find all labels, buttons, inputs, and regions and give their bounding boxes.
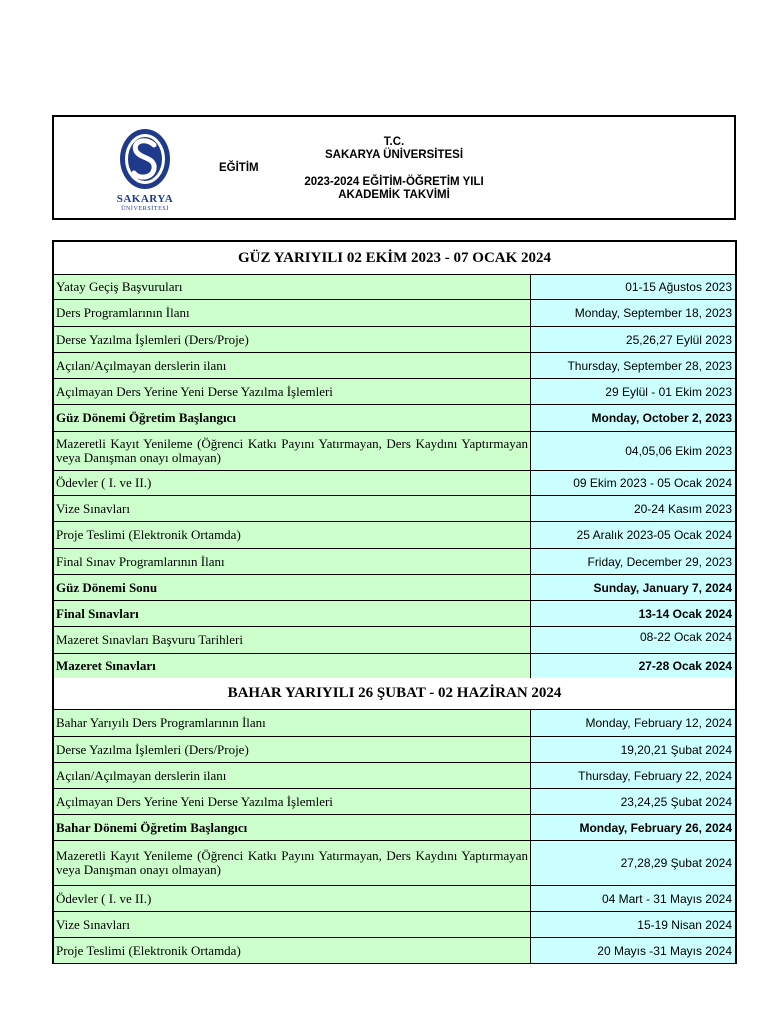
event-label: Ödevler ( I. ve II.): [54, 471, 531, 495]
event-date: 23,24,25 Şubat 2024: [531, 789, 735, 814]
event-label: Derse Yazılma İşlemleri (Ders/Proje): [54, 737, 531, 762]
event-label: Final Sınav Programlarının İlanı: [54, 549, 531, 574]
header-line-4: AKADEMİK TAKVİMİ: [338, 189, 450, 201]
event-date: 29 Eylül - 01 Ekim 2023: [531, 379, 735, 404]
event-label: Final Sınavları: [54, 601, 531, 626]
table-row: [54, 789, 735, 815]
event-date: Monday, September 18, 2023: [531, 300, 735, 326]
spring-rows: [54, 710, 735, 963]
spring-semester-title: BAHAR YARIYILI 26 ŞUBAT - 02 HAZİRAN 2024: [54, 678, 735, 710]
event-date: 09 Ekim 2023 - 05 Ocak 2024: [531, 471, 735, 495]
event-label: Proje Teslimi (Elektronik Ortamda): [54, 938, 531, 963]
event-label: Ders Programlarının İlanı: [54, 300, 531, 326]
logo-emblem-icon: [116, 127, 174, 193]
event-date: 25,26,27 Eylül 2023: [531, 327, 735, 352]
event-label: Proje Teslimi (Elektronik Ortamda): [54, 522, 531, 548]
event-label: Vize Sınavları: [54, 912, 531, 937]
event-date: Monday, February 26, 2024: [531, 815, 735, 840]
event-label: Ödevler ( I. ve II.): [54, 886, 531, 911]
event-label: Mazeretli Kayıt Yenileme (Öğrenci Katkı Payını Yatırmayan, Ders Kaydını Yaptırmayan veya Danışman onayı olmayan): [54, 841, 531, 885]
table-row: [54, 763, 735, 789]
header-box: [52, 115, 736, 220]
table-row: [54, 522, 735, 549]
table-row: [54, 815, 735, 841]
event-date: 20-24 Kasım 2023: [531, 496, 735, 521]
event-date: 27,28,29 Şubat 2024: [531, 841, 735, 885]
event-date: 04,05,06 Ekim 2023: [531, 432, 735, 470]
table-row: [54, 841, 735, 886]
event-label: Vize Sınavları: [54, 496, 531, 521]
table-row: [54, 886, 735, 912]
table-row: [54, 601, 735, 627]
event-label: Açılan/Açılmayan derslerin ilanı: [54, 763, 531, 788]
event-label: Yatay Geçiş Başvuruları: [54, 275, 531, 299]
event-date: 13-14 Ocak 2024: [531, 601, 735, 626]
table-row: [54, 379, 735, 405]
table-row: [54, 300, 735, 327]
table-row: [54, 627, 735, 654]
event-label: Bahar Dönemi Öğretim Başlangıcı: [54, 815, 531, 840]
event-date: 20 Mayıs -31 Mayıs 2024: [531, 938, 735, 963]
event-date: 08-22 Ocak 2024: [531, 627, 735, 653]
event-date: Thursday, February 22, 2024: [531, 763, 735, 788]
fall-rows: [54, 275, 735, 678]
table-row: [54, 405, 735, 432]
event-date: Monday, October 2, 2023: [531, 405, 735, 431]
table-row: [54, 575, 735, 601]
event-label: Güz Dönemi Sonu: [54, 575, 531, 600]
table-row: [54, 737, 735, 763]
event-label: Bahar Yarıyılı Ders Programlarının İlanı: [54, 710, 531, 736]
table-row: [54, 432, 735, 471]
event-date: Friday, December 29, 2023: [531, 549, 735, 574]
table-row: [54, 654, 735, 678]
header-line-3: 2023-2024 EĞİTİM-ÖĞRETİM YILI: [304, 176, 484, 188]
table-row: [54, 938, 735, 963]
event-label: Derse Yazılma İşlemleri (Ders/Proje): [54, 327, 531, 352]
event-date: 15-19 Nisan 2024: [531, 912, 735, 937]
event-date: 27-28 Ocak 2024: [531, 654, 735, 678]
event-label: Mazeret Sınavları Başvuru Tarihleri: [54, 627, 531, 653]
event-label: Açılan/Açılmayan derslerin ilanı: [54, 353, 531, 378]
table-row: [54, 549, 735, 575]
table-row: [54, 471, 735, 496]
table-row: [54, 710, 735, 737]
table-row: [54, 327, 735, 353]
event-date: Sunday, January 7, 2024: [531, 575, 735, 600]
header-line-2: SAKARYA ÜNİVERSİTESİ: [324, 149, 464, 161]
header-side-label: EĞİTİM: [219, 162, 259, 174]
fall-semester-title: GÜZ YARIYILI 02 EKİM 2023 - 07 OCAK 2024: [54, 242, 735, 275]
event-date: 25 Aralık 2023-05 Ocak 2024: [531, 522, 735, 548]
event-label: Mazeretli Kayıt Yenileme (Öğrenci Katkı Payını Yatırmayan, Ders Kaydını Yaptırmayan veya Danışman onayı olmayan): [54, 432, 531, 470]
event-label: Güz Dönemi Öğretim Başlangıcı: [54, 405, 531, 431]
table-row: [54, 496, 735, 522]
event-label: Açılmayan Ders Yerine Yeni Derse Yazılma İşlemleri: [54, 789, 531, 814]
logo-name: SAKARYA: [116, 193, 174, 205]
event-date: Monday, February 12, 2024: [531, 710, 735, 736]
event-date: 19,20,21 Şubat 2024: [531, 737, 735, 762]
event-date: 04 Mart - 31 Mayıs 2024: [531, 886, 735, 911]
calendar-table: [52, 240, 737, 964]
table-row: [54, 275, 735, 300]
event-date: Thursday, September 28, 2023: [531, 353, 735, 378]
table-row: [54, 912, 735, 938]
logo-subtitle: ÜNİVERSİTESİ: [121, 206, 169, 212]
event-label: Mazeret Sınavları: [54, 654, 531, 678]
event-label: Açılmayan Ders Yerine Yeni Derse Yazılma İşlemleri: [54, 379, 531, 404]
event-date: 01-15 Ağustos 2023: [531, 275, 735, 299]
university-logo: [116, 127, 174, 213]
header-line-1: T.C.: [383, 136, 405, 148]
table-row: [54, 353, 735, 379]
